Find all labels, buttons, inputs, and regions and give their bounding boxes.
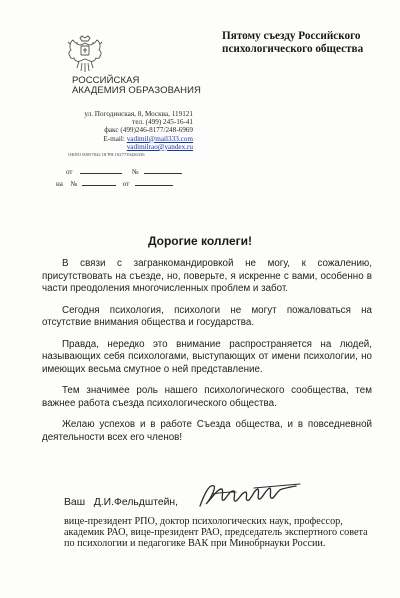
paragraph: Сегодня психология, психологи не могут пожаловаться на отсутствие внимания общества и государства. <box>42 304 372 329</box>
on-number-blank <box>82 179 116 186</box>
addressee-line2: психологического общества <box>222 43 364 55</box>
double-headed-eagle-emblem <box>67 34 103 74</box>
paragraph: Тем значимее роль нашего психологического сообщества, тем важнее работа съезда психологического общества. <box>42 385 372 409</box>
email-link-2[interactable]: vadimilrao@yandex.ru <box>126 142 193 151</box>
email-link-1[interactable]: vadimil@mail333.com <box>126 134 193 143</box>
contact-block <box>58 110 193 158</box>
on-label: на <box>56 180 63 188</box>
greeting: Дорогие коллеги! <box>147 234 253 248</box>
handwritten-signature <box>196 480 306 512</box>
organization-name <box>72 75 202 96</box>
incoming-reference <box>56 179 173 188</box>
title-line2: академик РАО, вице-президент РАО, председатель экспертного совета <box>64 527 368 538</box>
date-blank <box>80 167 122 174</box>
title-line3: по психологии и педагогике ВАК при Минобрнауки России. <box>64 538 326 549</box>
addressee-line1: Пятому съезду Российского <box>222 30 361 42</box>
paragraph: Правда, нередко это внимание распространяется на людей, называющих себя психологами, выступающих от имени психологии, но имеющих весьма смутное о ней представление. <box>42 338 372 375</box>
signatory-name: Ваш Д.И.Фельдштейн, <box>64 497 179 508</box>
on-date-blank <box>135 179 173 186</box>
from-label: от <box>66 168 73 176</box>
letter-body <box>42 258 372 453</box>
signatory-title <box>64 516 368 549</box>
on-number-label: № <box>70 180 78 188</box>
addressee <box>222 30 392 56</box>
phone-line: тел. (499) 245-16-41 <box>132 118 193 127</box>
number-label: № <box>131 168 139 176</box>
address-line: ул. Погодинская, 8, Москва, 119121 <box>84 110 193 118</box>
title-line1: вице-президент РПО, доктор психологических наук, профессор, <box>64 516 343 527</box>
fax-line: факс (499)246-8177/248-6969 <box>104 126 193 135</box>
paragraph: Желаю успехов и в работе Съезда общества, и в повседневной деятельности всех его членов! <box>42 419 372 443</box>
email-line <box>58 135 193 143</box>
org-name-line1: РОССИЙСКАЯ <box>72 75 140 86</box>
paragraph: В связи с загранкомандировкой не могу, к сожалению, присутствовать на съезде, но, поверьте, я искренне с вами, особенно в части преодоления многочисленных проблем и забот. <box>42 258 372 295</box>
email-label: E-mail: <box>103 134 127 143</box>
outgoing-reference <box>66 167 182 176</box>
org-name-line2: АКАДЕМИЯ ОБРАЗОВАНИЯ <box>72 85 202 96</box>
email-line-2 <box>58 143 193 151</box>
registration-codes: ОКПО 00057842 ОГРН 1027739426336 <box>68 152 145 158</box>
number-blank <box>144 167 182 174</box>
on-from-label: от <box>122 180 130 188</box>
